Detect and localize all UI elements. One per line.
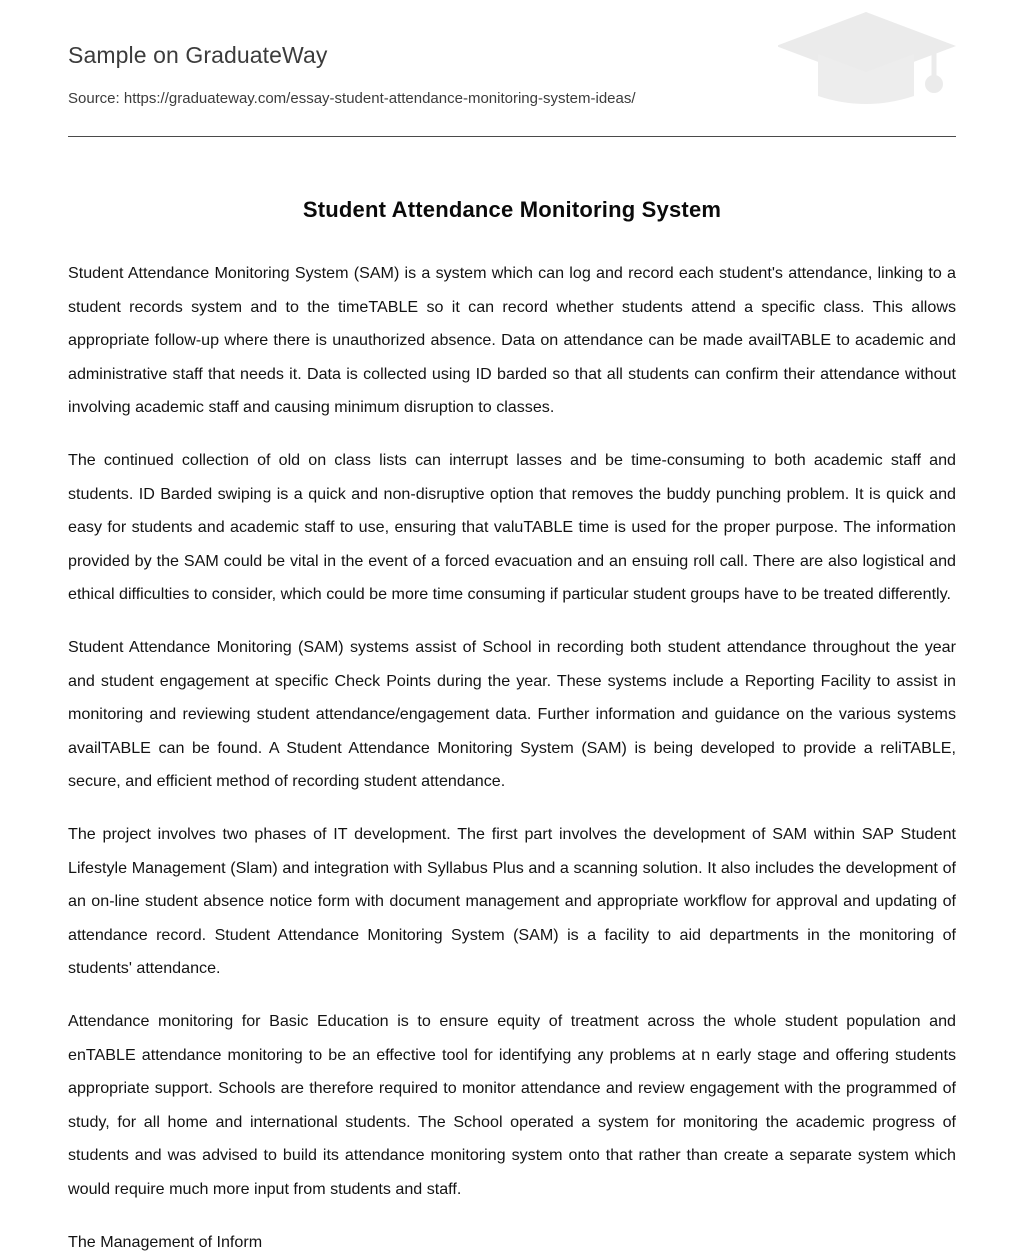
source-url[interactable]: https://graduateway.com/essay-student-attendance-monitoring-system-ideas/	[123, 89, 636, 107]
paragraph: Attendance monitoring for Basic Education is to ensure equity of treatment across the whole student population and enTABLE attendance monitoring to be an effective tool for identifying any problems at n early stage and offering students appropriate support. Schools are therefore required to monitor attendance and review engagement with the programmed of study, for all home and international students. The School operated a system for monitoring the academic progress of students and was advised to build its attendance monitoring system onto that rather than create a separate system which would require much more input from students and staff.	[68, 1011, 956, 1198]
source-label: Source:	[68, 89, 120, 107]
page-header	[68, 0, 956, 108]
paragraph: Student Attendance Monitoring (SAM) systems assist of School in recording both student attendance throughout the year and student engagement at specific Check Points during the year. These systems include a Reporting Facility to assist in monitoring and reviewing student attendance/engagement data. Further information and guidance on the various systems availTABLE can be found. A Student Attendance Monitoring System (SAM) is being developed to provide a reliTABLE, secure, and efficient method of recording student attendance.	[68, 638, 956, 791]
paragraph: Student Attendance Monitoring System (SAM) is a system which can log and record each student's attendance, linking to a student records system and to the timeTABLE so it can record whether students attend a specific class. This allows appropriate follow-up where there is unauthorized absence. Data on attendance can be made availTABLE to academic and administrative staff that needs it. Data is collected using ID barded so that all students can confirm their attendance without involving academic staff and causing minimum disruption to classes.	[68, 264, 956, 417]
document-body	[68, 223, 956, 1259]
paragraph: The continued collection of old on class lists can interrupt lasses and be time-consuming to both academic staff and students. ID Barded swiping is a quick and non-disruptive option that removes the buddy punching problem. It is quick and easy for students and academic staff to use, ensuring that valuTABLE time is used for the proper purpose. The information provided by the SAM could be vital in the event of a forced evacuation and an ensuing roll call. There are also logistical and ethical difficulties to consider, which could be more time consuming if particular student groups have to be treated differently.	[68, 451, 956, 604]
paragraph: The project involves two phases of IT development. The first part involves the development of SAM within SAP Student Lifestyle Management (Slam) and integration with Syllabus Plus and a scanning solution. It also includes the development of an on-line student absence notice form with document management and appropriate workflow for approval and updating of attendance record. Student Attendance Monitoring System (SAM) is a facility to aid departments in the monitoring of students' attendance.	[68, 825, 956, 978]
source-line	[68, 89, 956, 109]
paragraph-truncated: The Management of Inform	[68, 1232, 263, 1251]
header-divider	[68, 136, 956, 137]
site-title: Sample on GraduateWay	[68, 42, 328, 68]
page-title: Student Attendance Monitoring System	[302, 197, 722, 223]
